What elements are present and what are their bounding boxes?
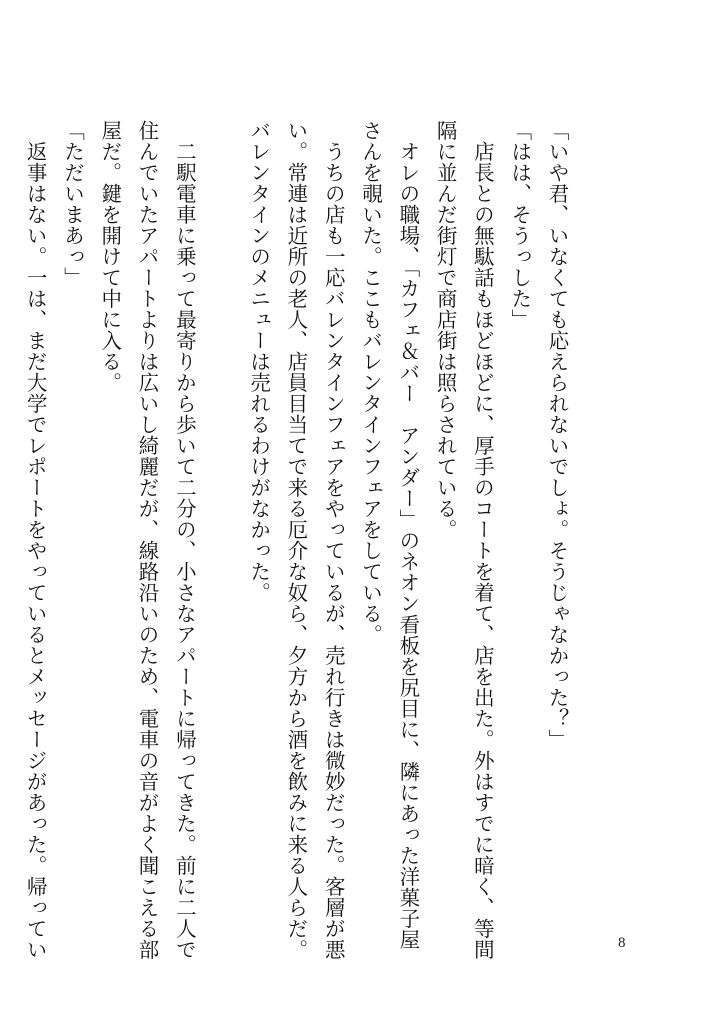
text-line: さんを覗いた。ここもバレンタインフェアをしている。	[358, 120, 383, 645]
text-line: 「はは、そうっした」	[507, 120, 532, 330]
text-line: 住んでいたアパートよりは広いし綺麗だが、線路沿いのため、電車の音がよく聞こえる部	[135, 120, 160, 960]
text-line: 店長との無駄話もほどほどに、厚手のコートを着て、店を出た。外はすでに暗く、等間	[470, 120, 495, 960]
text-line: オレの職場、「カフェ＆バー アンダー」のネオン看板を尻目に、隣にあった洋菓子屋	[395, 120, 420, 950]
text-line: 隔に並んだ街灯で商店街は照らされている。	[433, 120, 458, 540]
vertical-text-body	[16, 120, 575, 960]
text-line: 「いや君、いなくても応えられないでしょ。そうじゃなかった？」	[545, 120, 569, 750]
text-line: バレンタインのメニューは売れるわけがなかった。	[246, 120, 271, 603]
text-line: 二駅電車に乗って最寄りから歩いて二分の、小さなアパートに帰ってきた。前に二人で	[172, 120, 197, 960]
text-line: 屋だ。鍵を開けて中に入る。	[97, 120, 122, 393]
page-number: 8	[618, 935, 626, 951]
text-line: 「ただいまあっ」	[60, 120, 85, 288]
text-line: 返事はない。一は、まだ大学でレポートをやっているとメッセージがあった。帰ってい	[23, 120, 48, 960]
text-line: い。常連は近所の老人、店員目当てで来る厄介な奴ら、夕方から酒を飲みに来る人らだ。	[283, 120, 308, 960]
blank-line	[202, 120, 239, 910]
text-line: うちの店も一応バレンタインフェアをやっているが、売れ行きは微妙だった。客層が悪	[321, 120, 346, 960]
